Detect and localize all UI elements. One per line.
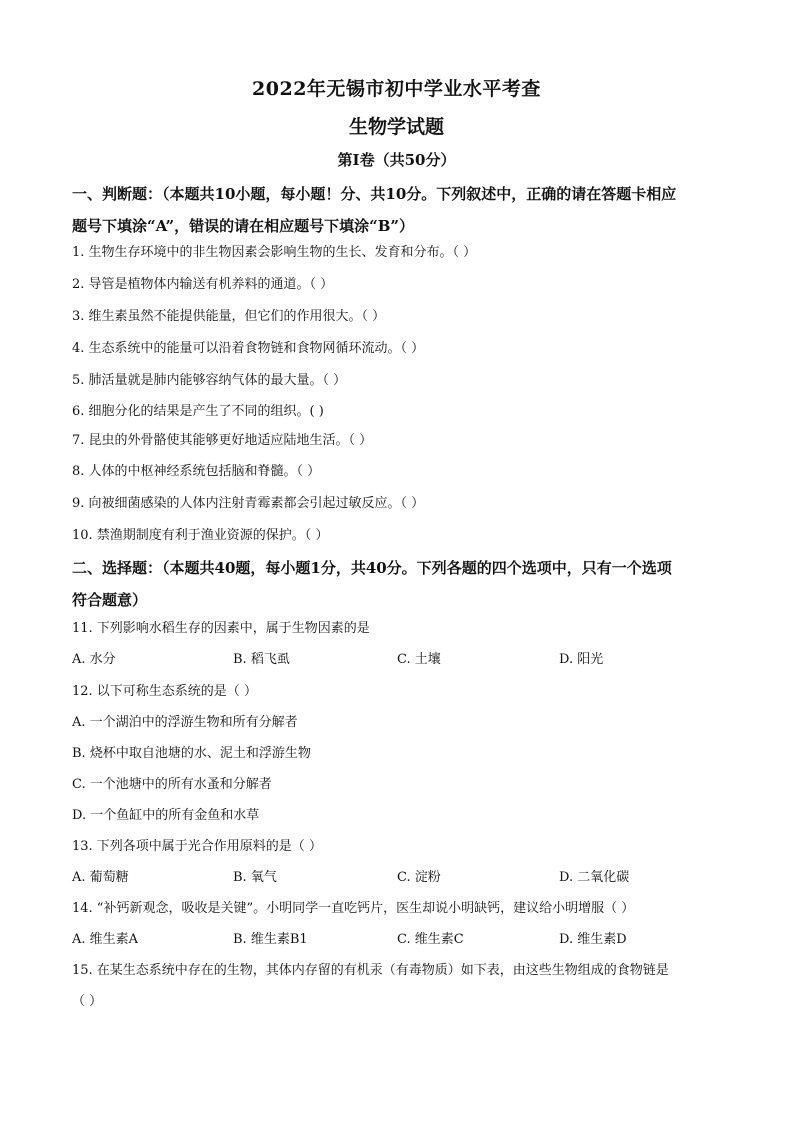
q11-option-c: C. 土壤	[397, 652, 441, 667]
q14-option-c: C. 维生素C	[397, 932, 464, 947]
q11-option-a: A. 水分	[72, 652, 116, 667]
q14-option-b: B. 维生素B1	[233, 932, 308, 947]
q13-option-c: C. 淀粉	[397, 870, 441, 885]
question-14-options	[72, 930, 732, 950]
q12-option-b: B. 烧杯中取自池塘的水、泥土和浮游生物	[72, 746, 311, 761]
question-11-stem: 11. 下列影响水稻生存的因素中，属于生物因素的是	[72, 621, 370, 636]
question-6: 6. 细胞分化的结果是产生了不同的组织。( )	[72, 404, 324, 419]
exam-subtitle: 生物学试题	[348, 116, 444, 138]
q14-option-a: A. 维生素A	[72, 932, 139, 947]
q11-option-b: B. 稻飞虱	[233, 652, 290, 667]
question-14-stem: 14. “补钙新观念，吸收是关键”。小明同学一直吃钙片，医生却说小明缺钙，建议给小明增服（ ）	[72, 901, 635, 916]
section2-heading-line1: 二、选择题：（本题共40题，每小题1分，共40分。下列各题的四个选项中，只有一个选项	[72, 559, 672, 577]
q11-option-d: D. 阳光	[559, 652, 604, 667]
question-2: 2. 导管是植物体内输送有机养料的通道。（ ）	[72, 277, 334, 292]
question-13-stem: 13. 下列各项中属于光合作用原料的是（ ）	[72, 839, 322, 854]
section1-heading-line2: 题号下填涂“A”，错误的请在相应题号下填涂“B”）	[72, 217, 415, 235]
section2-heading-line2: 符合题意）	[72, 591, 148, 609]
exam-title: 2022年无锡市初中学业水平考查	[252, 78, 541, 100]
q13-option-b: B. 氧气	[233, 870, 277, 885]
q12-option-a: A. 一个湖泊中的浮游生物和所有分解者	[72, 715, 298, 730]
q14-option-d: D. 维生素D	[559, 932, 627, 947]
question-9: 9. 向被细菌感染的人体内注射青霉素都会引起过敏反应。（ ）	[72, 496, 425, 511]
q12-option-d: D. 一个鱼缸中的所有金鱼和水草	[72, 808, 260, 823]
section1-heading	[72, 178, 732, 242]
question-4: 4. 生态系统中的能量可以沿着食物链和食物网循环流动。（ ）	[72, 341, 425, 356]
section2-heading	[72, 552, 732, 616]
q12-option-c: C. 一个池塘中的所有水蚤和分解者	[72, 777, 272, 792]
section1-heading-line1: 一、判断题：（本题共10小题，每小题！分、共10分。下列叙述中，正确的请在答题卡相应	[72, 185, 677, 203]
question-5: 5. 肺活量就是肺内能够容纳气体的最大量。（ ）	[72, 373, 347, 388]
part-heading: 第Ⅰ卷（共50分）	[337, 151, 456, 169]
question-15-stem-line1: 15. 在某生态系统中存在的生物，其体内存留的有机汞（有毒物质）如下表，由这些生物组成的食物链是	[72, 963, 669, 978]
question-15-stem-line2: （ ）	[72, 994, 103, 1009]
question-3: 3. 维生素虽然不能提供能量，但它们的作用很大。（ ）	[72, 309, 386, 324]
question-10: 10. 禁渔期制度有利于渔业资源的保护。（ ）	[72, 528, 329, 543]
question-7: 7. 昆虫的外骨骼使其能够更好地适应陆地生活。（ ）	[72, 433, 373, 448]
q13-option-d: D. 二氧化碳	[559, 870, 630, 885]
question-12-stem: 12. 以下可称生态系统的是（ ）	[72, 684, 257, 699]
question-8: 8. 人体的中枢神经系统包括脑和脊髓。（ ）	[72, 464, 321, 479]
q13-option-a: A. 葡萄糖	[72, 870, 129, 885]
question-13-options	[72, 868, 732, 888]
question-1: 1. 生物生存环境中的非生物因素会影响生物的生长、发育和分布。（ ）	[72, 245, 477, 260]
question-11-options	[72, 650, 732, 670]
